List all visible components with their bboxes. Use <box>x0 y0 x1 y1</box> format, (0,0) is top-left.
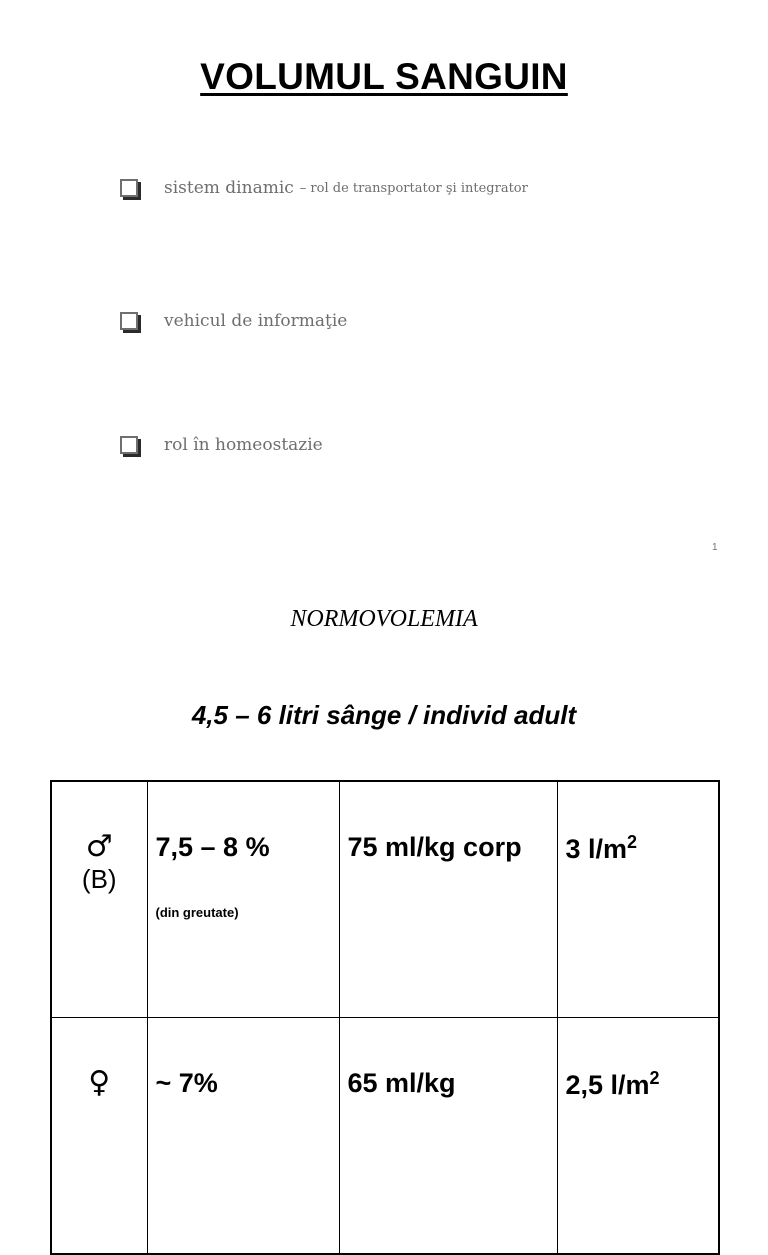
per-m2-exponent: 2 <box>649 1068 660 1088</box>
checkbox-icon <box>120 436 138 454</box>
male-symbol-icon: ♂ <box>85 829 113 864</box>
bullet-main-text: sistem dinamic <box>164 178 294 198</box>
bullet-main-text: vehicul de informaţie <box>164 311 348 331</box>
table-row <box>51 781 719 1018</box>
blood-volume-table <box>50 780 720 1255</box>
per-kg-cell <box>339 781 557 1018</box>
page-title: VOLUMUL SANGUIN <box>200 56 568 97</box>
percent-value: 7,5 – 8 % <box>155 832 270 862</box>
per-kg-value: 75 ml/kg corp <box>347 832 522 862</box>
bullet-item-sistem-dinamic <box>120 178 528 198</box>
percent-cell <box>147 1018 339 1255</box>
per-m2-cell <box>557 781 719 1018</box>
group-label: (B) <box>81 864 117 894</box>
section-heading: NORMOVOLEMIA <box>290 606 478 632</box>
per-m2-value: 3 l/m <box>565 834 628 864</box>
bullet-sub-text: – rol de transportator şi integrator <box>299 180 528 196</box>
percent-note: (din greutate) <box>155 905 239 920</box>
female-symbol-icon: ♀ <box>88 1065 111 1100</box>
per-m2-cell <box>557 1018 719 1255</box>
per-kg-cell <box>339 1018 557 1255</box>
per-m2-value: 2,5 l/m <box>565 1070 650 1100</box>
checkbox-icon <box>120 179 138 197</box>
percent-value: ~ 7% <box>155 1068 218 1098</box>
table-row <box>51 1018 719 1255</box>
per-m2-exponent: 2 <box>627 832 638 852</box>
sex-cell <box>51 1018 147 1255</box>
per-kg-value: 65 ml/kg <box>347 1068 456 1098</box>
bullet-item-vehicul <box>120 311 347 331</box>
percent-cell <box>147 781 339 1018</box>
checkbox-icon <box>120 312 138 330</box>
bullet-item-homeostazie <box>120 435 323 455</box>
bullet-main-text: rol în homeostazie <box>164 435 323 455</box>
volume-statement: 4,5 – 6 litri sânge / individ adult <box>191 700 577 730</box>
page-number: 1 <box>712 542 718 553</box>
sex-cell <box>51 781 147 1018</box>
